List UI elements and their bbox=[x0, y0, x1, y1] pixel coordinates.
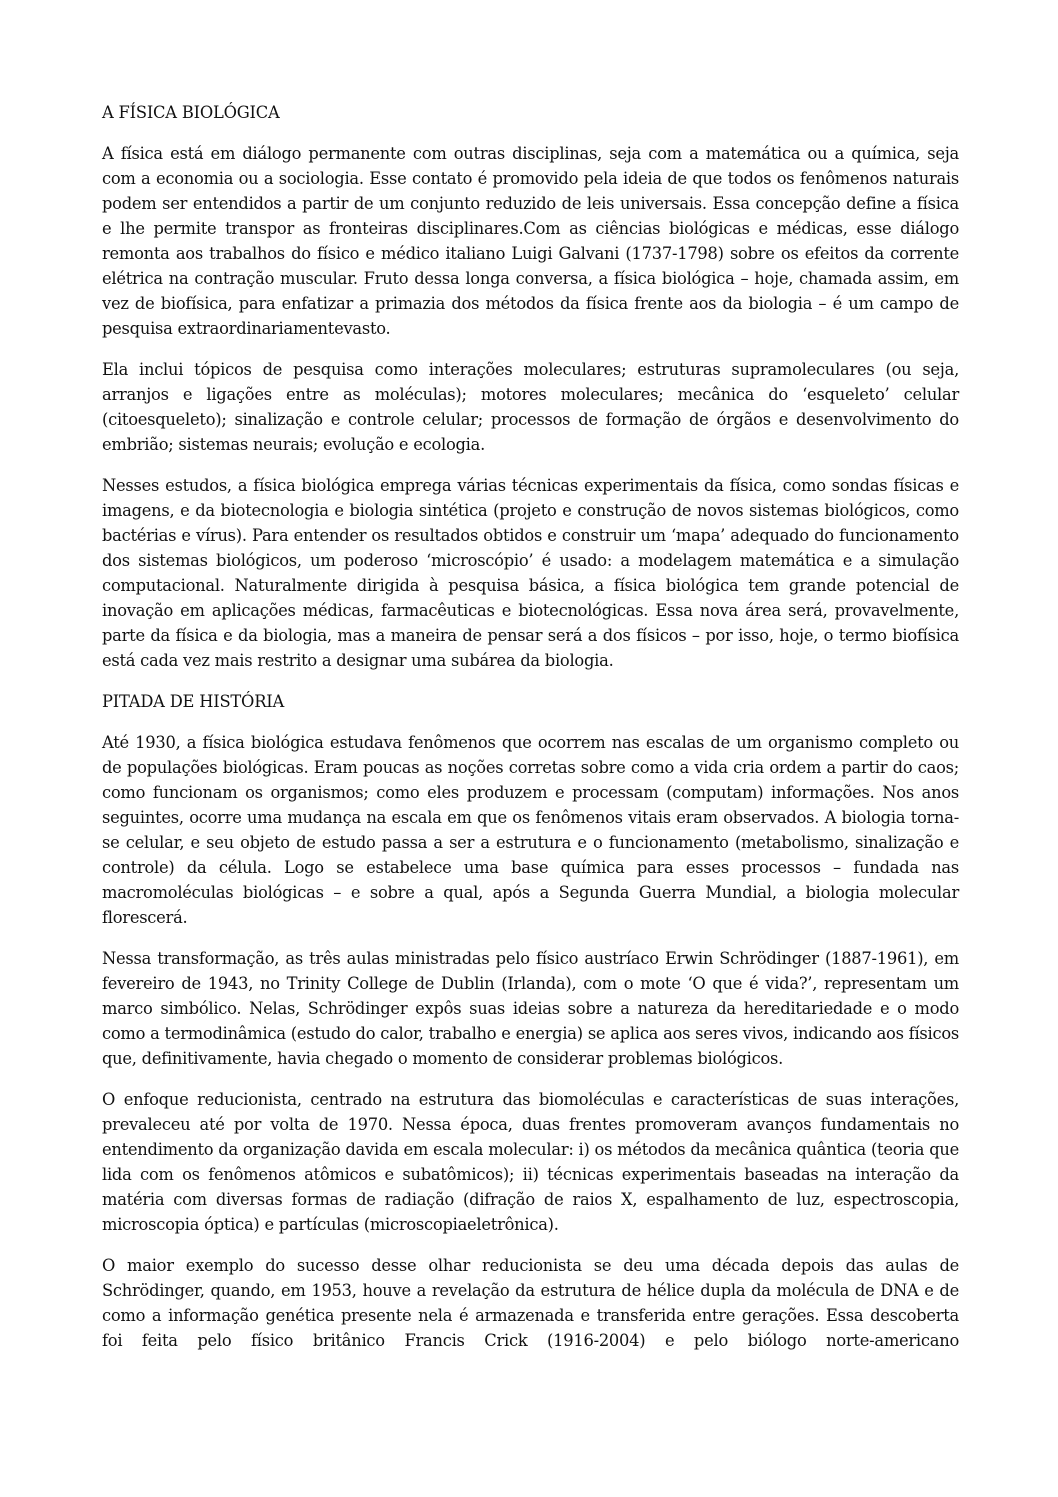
paragraph-topics: Ela inclui tópicos de pesquisa como interações moleculares; estruturas supramoleculares (ou seja, arranjos e ligações entre as moléculas); motores moleculares; mecânica do ‘esqueleto’ celular (citoesqueleto); sinalização e controle celular; processos de formação de órgãos e desenvolvimento do embrião; sistemas neurais; evolução e ecologia. bbox=[102, 360, 959, 454]
paragraph-reductionist: O enfoque reducionista, centrado na estrutura das biomoléculas e características de suas interações, prevaleceu até por volta de 1970. Nessa época, duas frentes promoveram avanços fundamentais no entendimento da organização davida em escala molecular: i) os métodos da mecânica quântica (teoria que lida com os fenômenos atômicos e subatômicos); ii) técnicas experimentais baseadas na interação da matéria com diversas formas de radiação (difração de raios X, espalhamento de luz, espectroscopia, microscopia óptica) e partículas (microscopiaeletrônica). bbox=[102, 1090, 959, 1234]
paragraph-dna: O maior exemplo do sucesso desse olhar reducionista se deu uma década depois das aulas de Schrödinger, quando, em 1953, houve a revelação da estrutura de hélice dupla da molécula de DNA e de como a informação genética presente nela é armazenada e transferida entre gerações. Essa descoberta foi feita pelo físico britânico Francis Crick (1916-2004) e pelo biólogo norte-americano bbox=[102, 1256, 959, 1350]
section-title-fisica-biologica: A FÍSICA BIOLÓGICA bbox=[102, 103, 280, 122]
paragraph-intro: A física está em diálogo permanente com outras disciplinas, seja com a matemática ou a química, seja com a economia ou a sociologia. Esse contato é promovido pela ideia de que todos os fenômenos naturais podem ser entendidos a partir de um conjunto reduzido de leis universais. Essa concepção define a física e lhe permite transpor as fronteiras disciplinares.Com as ciências biológicas e médicas, esse diálogo remonta aos trabalhos do físico e médico italiano Luigi Galvani (1737-1798) sobre os efeitos da corrente elétrica na contração muscular. Fruto dessa longa conversa, a física biológica – hoje, chamada assim, em vez de biofísica, para enfatizar a primazia dos métodos da física frente aos da biologia – é um campo de pesquisa extraordinariamentevasto. bbox=[102, 144, 959, 338]
paragraph-techniques: Nesses estudos, a física biológica emprega várias técnicas experimentais da física, como sondas físicas e imagens, e da biotecnologia e biologia sintética (projeto e construção de novos sistemas biológicos, como bactérias e vírus). Para entender os resultados obtidos e construir um ‘mapa’ adequado do funcionamento dos sistemas biológicos, um poderoso ‘microscópio’ é usado: a modelagem matemática e a simulação computacional. Naturalmente dirigida à pesquisa básica, a física biológica tem grande potencial de inovação em aplicações médicas, farmacêuticas e biotecnológicas. Essa nova área será, provavelmente, parte da física e da biologia, mas a maneira de pensar será a dos físicos – por isso, hoje, o termo biofísica está cada vez mais restrito a designar uma subárea da biologia. bbox=[102, 476, 959, 670]
paragraph-schrodinger: Nessa transformação, as três aulas ministradas pelo físico austríaco Erwin Schrödinger (1887-1961), em fevereiro de 1943, no Trinity College de Dublin (Irlanda), com o mote ‘O que é vida?’, representam um marco simbólico. Nelas, Schrödinger expôs suas ideias sobre a natureza da hereditariedade e o modo como a termodinâmica (estudo do calor, trabalho e energia) se aplica aos seres vivos, indicando aos físicos que, definitivamente, havia chegado o momento de considerar problemas biológicos. bbox=[102, 949, 959, 1068]
document-page bbox=[102, 100, 959, 1369]
section-title-pitada-de-historia: PITADA DE HISTÓRIA bbox=[102, 692, 285, 711]
paragraph-history-1930: Até 1930, a física biológica estudava fenômenos que ocorrem nas escalas de um organismo completo ou de populações biológicas. Eram poucas as noções corretas sobre como a vida cria ordem a partir do caos; como funcionam os organismos; como eles produzem e processam (computam) informações. Nos anos seguintes, ocorre uma mudança na escala em que os fenômenos vitais eram observados. A biologia torna-se celular, e seu objeto de estudo passa a ser a estrutura e o funcionamento (metabolismo, sinalização e controle) da célula. Logo se estabelece uma base química para esses processos – fundada nas macromoléculas biológicas – e sobre a qual, após a Segunda Guerra Mundial, a biologia molecular florescerá. bbox=[102, 733, 959, 927]
